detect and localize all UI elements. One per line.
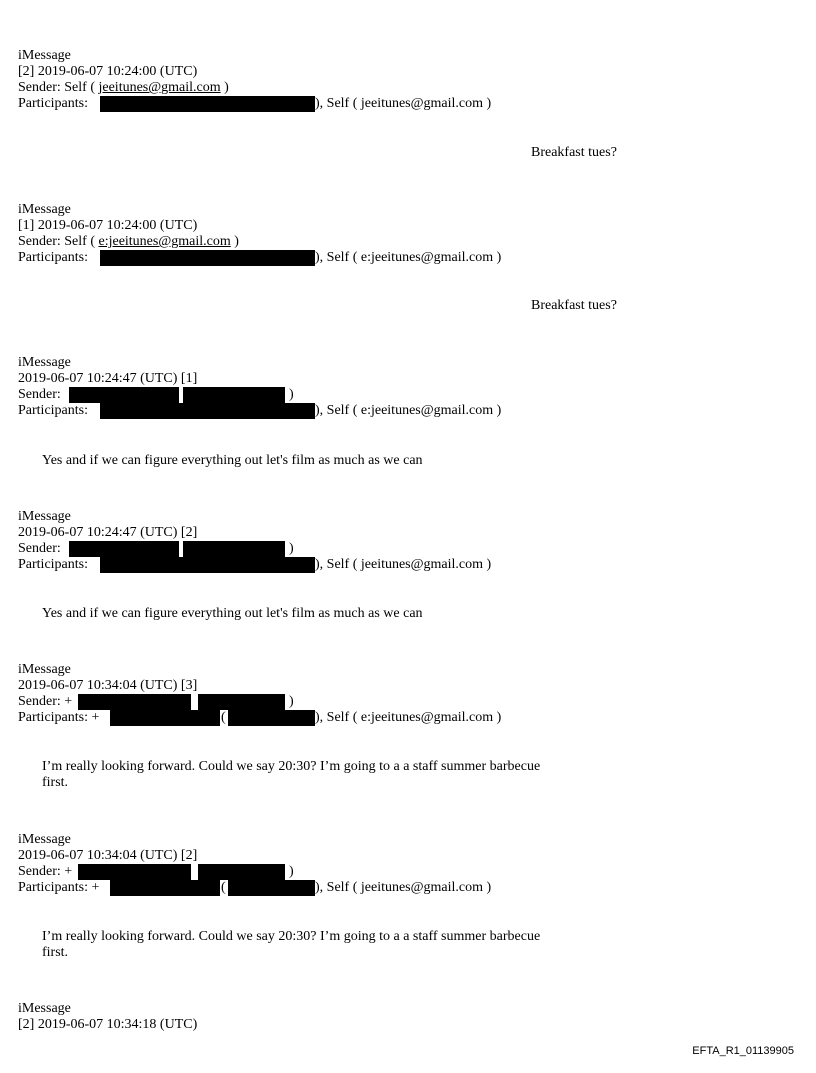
sender-line xyxy=(18,234,798,250)
sender-line xyxy=(18,541,798,557)
participants-label: Participants: xyxy=(18,96,88,111)
participants-label: Participants: + xyxy=(18,880,100,895)
service-label: iMessage xyxy=(18,355,71,370)
service-label: iMessage xyxy=(18,48,71,63)
sender-prefix: Sender: xyxy=(18,541,61,556)
participants-line xyxy=(18,403,798,419)
redaction-box xyxy=(110,710,220,726)
message-line: I’m really looking forward. Could we say 20:30? I’m going to a a staff summer barbecue xyxy=(42,759,541,774)
timestamp: 2019-06-07 10:24:47 (UTC) [1] xyxy=(18,371,198,386)
timestamp: [2] 2019-06-07 10:34:18 (UTC) xyxy=(18,1017,198,1032)
sender-self: Self ( xyxy=(64,80,99,95)
redaction-box xyxy=(198,694,285,710)
participants-line xyxy=(18,250,798,266)
message-text: Breakfast tues? xyxy=(531,298,617,313)
message-text: Yes and if we can figure everything out let's film as much as we can xyxy=(42,453,423,468)
redaction-box xyxy=(215,96,315,112)
participants-line xyxy=(18,96,798,112)
close-paren: ) xyxy=(289,387,294,402)
message-record xyxy=(18,202,798,266)
participants-self: ), Self ( e:jeeitunes@gmail.com ) xyxy=(315,250,502,265)
service-label: iMessage xyxy=(18,832,71,847)
redaction-box xyxy=(78,864,191,880)
participants-line xyxy=(18,880,798,896)
participants-label: Participants: xyxy=(18,403,88,418)
sender-line xyxy=(18,864,798,880)
redaction-box xyxy=(215,403,315,419)
sender-self: Self ( xyxy=(64,234,99,249)
sender-line xyxy=(18,80,798,96)
message-record xyxy=(18,355,798,419)
redaction-box xyxy=(228,710,315,726)
message-record xyxy=(18,662,798,726)
timestamp: 2019-06-07 10:34:04 (UTC) [2] xyxy=(18,848,198,863)
sender-line xyxy=(18,694,798,710)
sender-prefix: Sender: + xyxy=(18,694,73,709)
participants-self: ), Self ( jeeitunes@gmail.com ) xyxy=(315,557,492,572)
participants-self: ), Self ( e:jeeitunes@gmail.com ) xyxy=(315,710,502,725)
redaction-box xyxy=(215,557,315,573)
redaction-box xyxy=(198,864,285,880)
sender-suffix: ) xyxy=(230,234,239,249)
sender-prefix: Sender: xyxy=(18,387,61,402)
timestamp: [2] 2019-06-07 10:24:00 (UTC) xyxy=(18,64,198,79)
message-record xyxy=(18,832,798,896)
sender-prefix: Sender: xyxy=(18,80,65,95)
participants-self: ), Self ( jeeitunes@gmail.com ) xyxy=(315,96,492,111)
participants-self: ), Self ( jeeitunes@gmail.com ) xyxy=(315,880,492,895)
redaction-box xyxy=(100,250,215,266)
redaction-box xyxy=(69,541,179,557)
sender-prefix: Sender: xyxy=(18,234,65,249)
sender-prefix: Sender: + xyxy=(18,864,73,879)
message-text: Yes and if we can figure everything out let's film as much as we can xyxy=(42,606,423,621)
participants-line xyxy=(18,710,798,726)
message-text xyxy=(42,929,642,961)
participants-label: Participants: xyxy=(18,557,88,572)
timestamp: [1] 2019-06-07 10:24:00 (UTC) xyxy=(18,218,198,233)
redaction-box xyxy=(183,387,285,403)
document-id: EFTA_R1_01139905 xyxy=(692,1045,794,1057)
message-text: Breakfast tues? xyxy=(531,145,617,160)
redaction-box xyxy=(100,96,215,112)
open-paren: ( xyxy=(221,710,226,725)
redaction-box xyxy=(110,880,220,896)
sender-line xyxy=(18,387,798,403)
redaction-box xyxy=(100,557,215,573)
participants-line xyxy=(18,557,798,573)
redaction-box xyxy=(228,880,315,896)
timestamp: 2019-06-07 10:34:04 (UTC) [3] xyxy=(18,678,198,693)
service-label: iMessage xyxy=(18,1001,71,1016)
redaction-box xyxy=(78,694,191,710)
sender-suffix: ) xyxy=(220,80,229,95)
timestamp: 2019-06-07 10:24:47 (UTC) [2] xyxy=(18,525,198,540)
message-line: first. xyxy=(42,945,69,960)
service-label: iMessage xyxy=(18,662,71,677)
service-label: iMessage xyxy=(18,202,71,217)
sender-email: jeeitunes@gmail.com xyxy=(98,80,221,95)
message-line: I’m really looking forward. Could we say 20:30? I’m going to a a staff summer barbecue xyxy=(42,929,541,944)
open-paren: ( xyxy=(221,880,226,895)
sender-email: e:jeeitunes@gmail.com xyxy=(98,234,231,249)
participants-label: Participants: + xyxy=(18,710,100,725)
message-record xyxy=(18,48,798,112)
service-label: iMessage xyxy=(18,509,71,524)
redaction-box xyxy=(69,387,179,403)
message-text xyxy=(42,759,642,791)
close-paren: ) xyxy=(289,694,294,709)
redaction-box xyxy=(100,403,215,419)
close-paren: ) xyxy=(289,541,294,556)
participants-label: Participants: xyxy=(18,250,88,265)
message-record xyxy=(18,509,798,573)
redaction-box xyxy=(183,541,285,557)
redaction-box xyxy=(215,250,315,266)
participants-self: ), Self ( e:jeeitunes@gmail.com ) xyxy=(315,403,502,418)
message-record xyxy=(18,1001,798,1033)
message-line: first. xyxy=(42,775,69,790)
close-paren: ) xyxy=(289,864,294,879)
